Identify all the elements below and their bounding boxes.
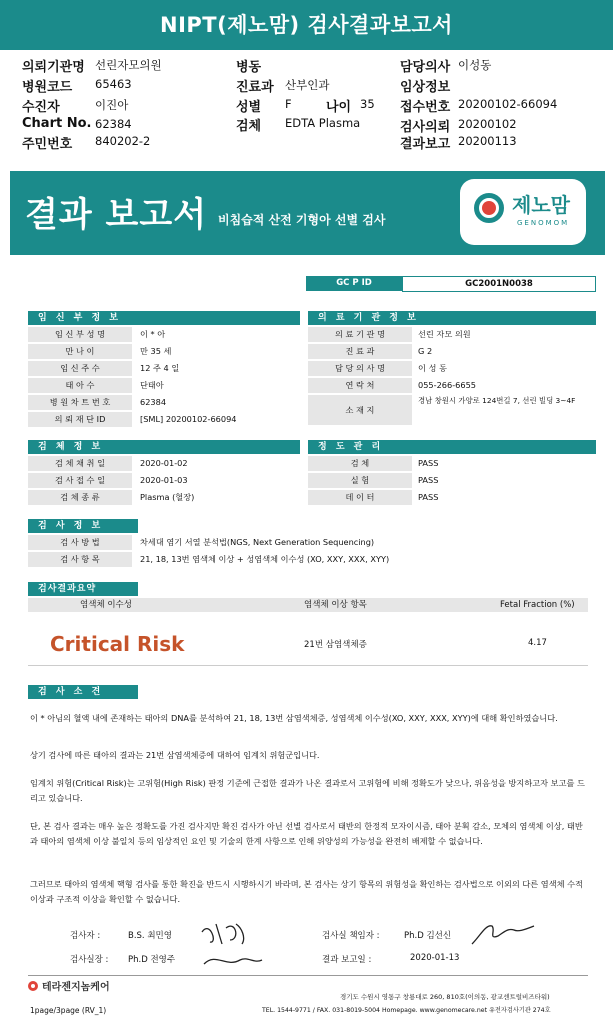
summary-col3: Fetal Fraction (%) [500, 600, 575, 610]
hospital-code-label: 병원코드 [22, 80, 73, 95]
row-value: 2020-01-03 [140, 475, 188, 485]
receipt-label: 접수번호 [400, 100, 451, 115]
row-value: 경남 창원시 가양로 124번길 7, 선린 빌딩 3~4F [418, 396, 576, 405]
summary-divider [28, 665, 588, 666]
summary-section-title: 검사결과요약 [28, 582, 138, 596]
resident-label: 주민번호 [22, 137, 73, 152]
fetal-fraction: 4.17 [528, 638, 547, 648]
genomom-logo [460, 179, 586, 245]
abnormal-item: 21번 삼염색체증 [304, 640, 367, 650]
doctor-value: 이성동 [458, 58, 492, 72]
chart-value: 62384 [95, 117, 132, 131]
opinion-paragraph-5: 그러므로 태아의 염색체 핵형 검사를 통한 확진을 반드시 시행하시기 바라며, 본 검사는 상기 항목의 위험성을 확인하는 검사법으로 이외의 다른 염색체 수적 이상과 구조적 이상을 확인할 수 없습니다. [30, 879, 583, 904]
report-date: 2020-01-13 [410, 953, 460, 963]
request-label: 검사의뢰 [400, 120, 451, 135]
risk-result: Critical Risk [50, 632, 185, 656]
row-key: 검 사 방 법 [28, 535, 132, 550]
opinion-paragraph-4: 단, 본 검사 결과는 매우 높은 정확도를 가진 검사지만 확진 검사가 아닌 선별 검사로서 태반의 한정적 모자이시즘, 태아 분획 감소, 모체의 염색체 이상, 태반과 태아의 염색체 이상 불일치 등의 임상적인 요인 및 기술의 한계 사항으로 인해 위양성의 가능성을 완전히 배제할 수 없습니다. [30, 821, 583, 846]
institution-value: 선린자모의원 [95, 58, 162, 72]
signature-1-icon [196, 914, 266, 972]
row-key: 검 사 접 수 일 [28, 473, 132, 488]
tester-label: 검사자 : [70, 931, 101, 941]
row-value: 62384 [140, 397, 167, 407]
opinion-paragraph-3: 임계치 위험(Critical Risk)는 고위험(High Risk) 판정 기준에 근접한 결과가 나온 결과로서 고위험에 비해 정확도가 낮으나, 위음성을 방지하고자 보고를 드리고 있습니다. [30, 778, 585, 803]
age-label: 나이 [326, 100, 352, 115]
sex-value: F [285, 97, 292, 111]
gcpid-value: GC2001N0038 [402, 276, 596, 292]
row-value: PASS [418, 475, 439, 485]
examinee-value: 이진아 [95, 98, 129, 112]
footer-divider [28, 975, 588, 976]
date-label: 결과 보고일 : [322, 955, 372, 965]
banner-title: 결과 보고서 [25, 195, 208, 235]
lab-label: 검사실장 : [70, 955, 109, 965]
room-label: 검사실 책임자 : [322, 931, 380, 941]
row-key: 의 뢰 재 단 ID [28, 412, 132, 427]
row-key: 만 나 이 [28, 344, 132, 359]
row-key: 병 원 차 트 번 호 [28, 395, 132, 410]
row-key: 검 체 채 취 일 [28, 456, 132, 471]
row-value: 차세대 염기 서열 분석법(NGS, Next Generation Sequencing) [140, 537, 375, 547]
row-value: 12 주 4 일 [140, 363, 180, 373]
pregnant-section-title: 임 신 부 정 보 [28, 311, 300, 325]
row-value: 단태아 [140, 380, 164, 390]
row-value: 선린 자모 의원 [418, 329, 471, 339]
room-name: Ph.D 김선신 [404, 931, 452, 941]
row-value: Plasma (혈장) [140, 492, 195, 502]
company-logo-icon [28, 981, 38, 991]
hospital-code-value: 65463 [95, 77, 132, 91]
row-key: 연 락 처 [308, 378, 412, 393]
opinion-paragraph-2: 상기 검사에 따른 태아의 결과는 21번 삼염색체증에 대하여 임계치 위험군입니다. [30, 750, 320, 760]
chart-label: Chart No. [22, 116, 92, 131]
row-key: 검 체 종 류 [28, 490, 132, 505]
sex-label: 성별 [236, 100, 262, 115]
row-key: 의 료 기 관 명 [308, 327, 412, 342]
receipt-value: 20200102-66094 [458, 97, 558, 111]
row-key: 검 사 항 목 [28, 552, 132, 567]
logo-subtext: GENOMOM [517, 219, 570, 227]
row-key: 임 신 주 수 [28, 361, 132, 376]
row-value: 만 35 세 [140, 346, 172, 356]
row-key: 진 료 과 [308, 344, 412, 359]
row-value: 이 성 동 [418, 363, 447, 373]
company-name: 테라젠지놈케어 [42, 982, 110, 993]
specimen-value: EDTA Plasma [285, 116, 361, 130]
gcpid-label: GC P ID [306, 276, 402, 291]
logo-text: 제노맘 [512, 193, 570, 217]
report-value: 20200113 [458, 134, 517, 148]
row-value: 이 * 아 [140, 329, 166, 339]
row-key: 검 체 [308, 456, 412, 471]
row-value: 2020-01-02 [140, 458, 188, 468]
row-key: 소 재 지 [308, 395, 412, 425]
summary-header [28, 598, 588, 612]
opinion-section-title: 검 사 소 견 [28, 685, 138, 699]
specimen-label: 검체 [236, 119, 262, 134]
signature-2-icon [468, 916, 538, 950]
ward-label: 병동 [236, 60, 262, 75]
opinion-paragraph-1: 이 * 아님의 혈액 내에 존재하는 태아의 DNA를 분석하여 21, 18, 13번 삼염색체증, 성염색체 이수성(XO, XXY, XXX, XYY)에 대해 확인하였습니다. [30, 713, 558, 723]
test-section-title: 검 사 정 보 [28, 519, 138, 533]
institution-label: 의뢰기관명 [22, 60, 85, 75]
request-value: 20200102 [458, 117, 517, 131]
report-banner [10, 171, 605, 255]
resident-value: 840202-2 [95, 134, 151, 148]
page-number: 1page/3page (RV_1) [30, 1006, 107, 1015]
row-value: 21, 18, 13번 염색체 이상 + 성염색체 이수성 (XO, XXY, XXX, XYY) [140, 554, 390, 564]
row-key: 담 당 의 사 명 [308, 361, 412, 376]
banner-subtitle: 비침습적 산전 기형아 선별 검사 [218, 213, 386, 227]
tester-name: B.S. 최민영 [128, 931, 172, 941]
report-title: NIPT(제노맘) 검사결과보고서 [0, 0, 613, 50]
dept-label: 진료과 [236, 80, 274, 95]
clinical-label: 임상정보 [400, 80, 451, 95]
company-address: 경기도 수원시 영통구 창룡대로 260, 810호(이의동, 광교센트럴비즈타워) [340, 993, 550, 1001]
logo-dot-icon [482, 201, 496, 215]
summary-col2: 염색체 이상 항목 [304, 600, 367, 610]
examinee-label: 수진자 [22, 100, 60, 115]
row-key: 임 신 부 성 명 [28, 327, 132, 342]
row-key: 태 아 수 [28, 378, 132, 393]
specimen-section-title: 검 체 정 보 [28, 440, 300, 454]
row-value: 055-266-6655 [418, 380, 477, 390]
summary-col1: 염색체 이수성 [80, 600, 132, 610]
dept-value: 산부인과 [285, 78, 330, 92]
lab-name: Ph.D 전영주 [128, 955, 176, 965]
age-value: 35 [360, 97, 375, 111]
institution-section-title: 의 료 기 관 정 보 [308, 311, 596, 325]
row-key: 데 이 터 [308, 490, 412, 505]
row-value: [SML] 20200102-66094 [140, 414, 237, 424]
report-label: 결과보고 [400, 137, 451, 152]
qc-section-title: 정 도 관 리 [308, 440, 596, 454]
company-contact: TEL. 1544-9771 / FAX. 031-8019-5004 Homepage. www.genomecare.net 유전자검사기관 274호 [262, 1007, 551, 1014]
doctor-label: 담당의사 [400, 60, 451, 75]
row-value: PASS [418, 492, 439, 502]
row-key: 실 험 [308, 473, 412, 488]
row-value: PASS [418, 458, 439, 468]
row-value: G 2 [418, 346, 433, 356]
